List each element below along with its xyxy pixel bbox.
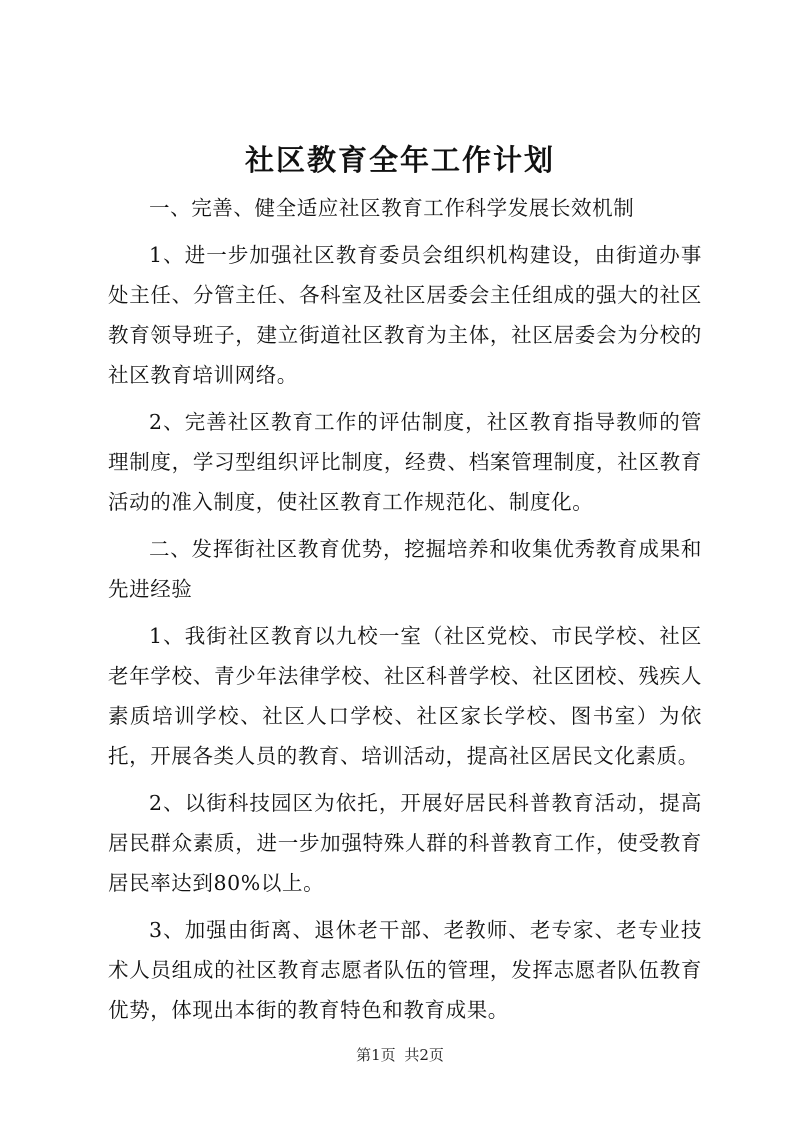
paragraph: 2、完善社区教育工作的评估制度，社区教育指导教师的管理制度，学习型组织评比制度，经费、档案管理制度，社区教育活动的准入制度，使社区教育工作规范化、制度化。 [108, 410, 702, 514]
page-footer [0, 1045, 800, 1065]
paragraph: 1、我街社区教育以九校一室（社区党校、市民学校、社区老年学校、青少年法律学校、社区科普学校、社区团校、残疾人素质培训学校、社区人口学校、社区家长学校、图书室）为依托，开展各类人员的教育、培训活动，提高社区居民文化素质。 [108, 624, 702, 768]
paragraph: 3、加强由街离、退休老干部、老教师、老专家、老专业技术人员组成的社区教育志愿者队伍的管理，发挥志愿者队伍教育优势，体现出本街的教育特色和教育成果。 [108, 918, 702, 1022]
paragraph: 2、以街科技园区为依托，开展好居民科普教育活动，提高居民群众素质，进一步加强特殊人群的科普教育工作，使受教育居民率达到80%以上。 [108, 791, 702, 895]
section-heading-2: 二、发挥街社区教育优势，挖掘培养和收集优秀教育成果和先进经验 [108, 537, 702, 601]
page-number: 第1页 [356, 1046, 396, 1064]
document-body [108, 188, 702, 1037]
document-title: 社区教育全年工作计划 [244, 143, 555, 177]
section-heading-1: 一、完善、健全适应社区教育工作科学发展长效机制 [149, 196, 635, 220]
page-total: 共2页 [404, 1046, 444, 1064]
paragraph: 1、进一步加强社区教育委员会组织机构建设，由街道办事处主任、分管主任、各科室及社区居委会主任组成的强大的社区教育领导班子，建立街道社区教育为主体，社区居委会为分校的社区教育培训网络。 [108, 243, 702, 387]
